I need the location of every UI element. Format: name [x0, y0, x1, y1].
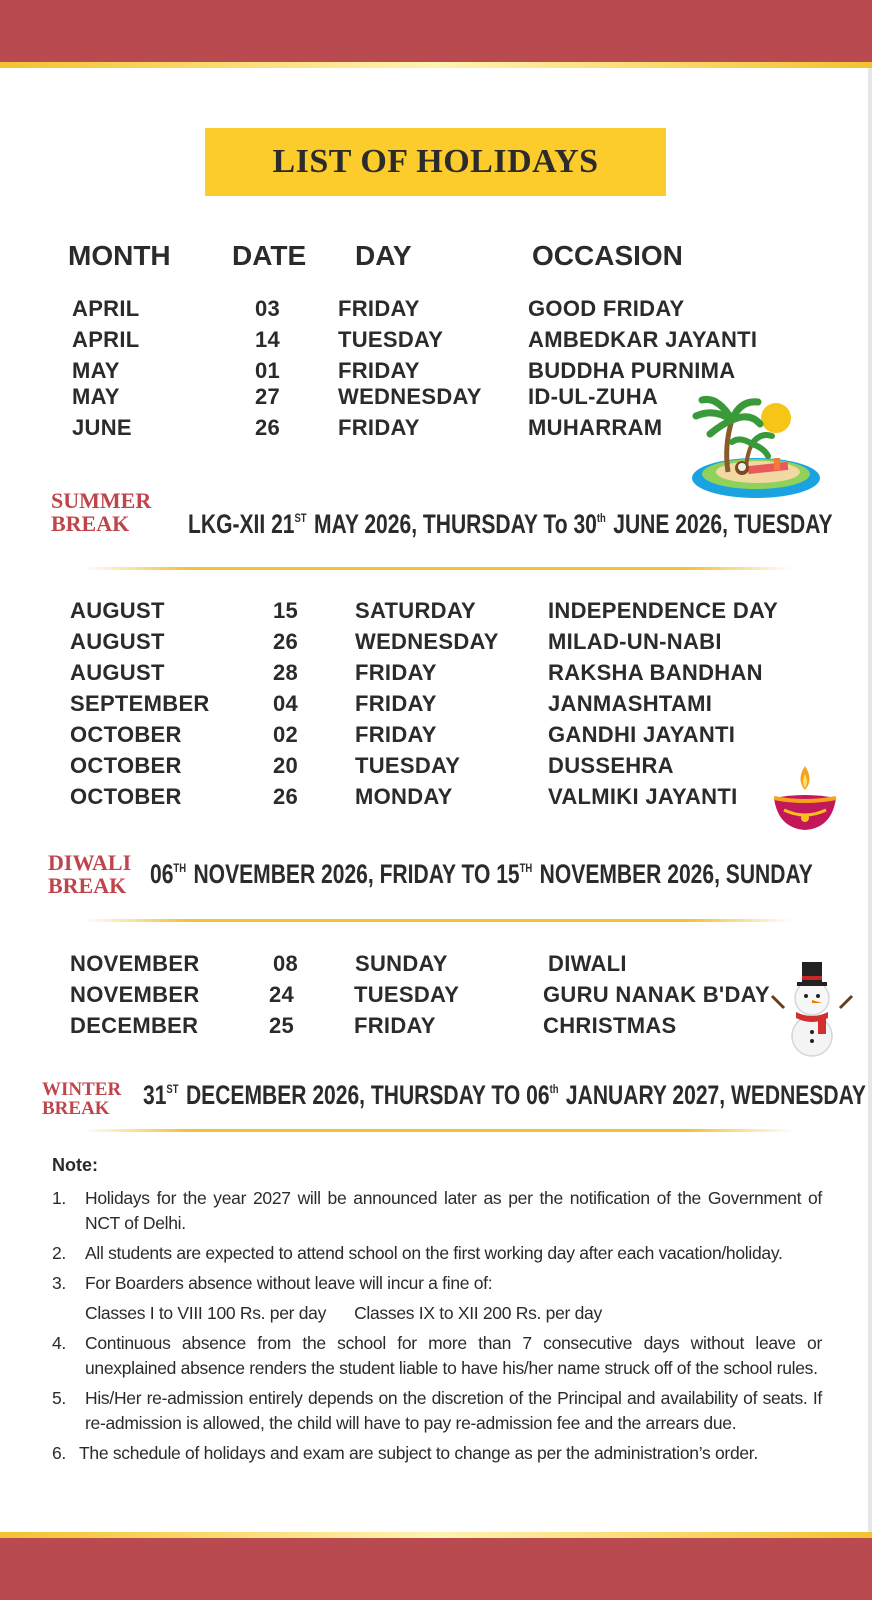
cell-month: AUGUST: [70, 598, 165, 623]
break-label-line2: BREAK: [48, 873, 127, 899]
cell-day: TUESDAY: [338, 327, 444, 352]
note-number: 1.: [52, 1188, 66, 1208]
table-row: [0, 296, 872, 326]
cell-occasion: CHRISTMAS: [543, 1013, 677, 1038]
break-text-part: 06: [150, 859, 174, 889]
cell-month: OCTOBER: [70, 722, 182, 747]
section-divider: [82, 919, 794, 922]
cell-occasion: MILAD-UN-NABI: [548, 629, 722, 654]
boarder-fines: [52, 1301, 822, 1326]
cell-occasion: DUSSEHRA: [548, 753, 674, 778]
note-item: [52, 1331, 822, 1381]
break-text-part: LKG-XII 21: [188, 509, 295, 539]
break-text-part: 31: [143, 1080, 167, 1110]
cell-day: SUNDAY: [355, 951, 448, 976]
top-gold-stripe: [0, 62, 872, 68]
note-item: [52, 1441, 822, 1466]
table-row: [0, 722, 872, 752]
header-date: DATE: [232, 240, 307, 271]
section-divider: [82, 1129, 794, 1132]
table-row: [0, 1013, 872, 1043]
cell-day: TUESDAY: [354, 982, 460, 1007]
cell-day: MONDAY: [355, 784, 453, 809]
cell-day: FRIDAY: [355, 722, 437, 747]
island-illustration: [688, 386, 824, 504]
cell-occasion: RAKSHA BANDHAN: [548, 660, 763, 685]
cell-month: AUGUST: [70, 660, 165, 685]
table-row: [0, 951, 872, 981]
cell-occasion: VALMIKI JAYANTI: [548, 784, 738, 809]
cell-day: TUESDAY: [355, 753, 461, 778]
cell-date: 26: [273, 629, 299, 654]
cell-month: NOVEMBER: [70, 982, 200, 1007]
note-text: The schedule of holidays and exam are subject to change as per the administration’s order.: [79, 1443, 758, 1463]
cell-date: 02: [273, 722, 299, 747]
break-text-part: NOVEMBER 2026, SUNDAY: [533, 859, 813, 889]
bottom-banner: [0, 1538, 872, 1600]
summer-break-label: [51, 489, 151, 535]
break-text-part: JUNE 2026, TUESDAY: [607, 509, 833, 539]
break-label-line1: WINTER: [42, 1079, 122, 1100]
note-text: Holidays for the year 2027 will be announced later as per the notification of the Government of NCT of Delhi.: [85, 1188, 822, 1233]
cell-occasion: BUDDHA PURNIMA: [528, 358, 736, 378]
table-row: [0, 691, 872, 721]
cell-occasion: MUHARRAM: [528, 415, 663, 440]
cell-month: MAY: [72, 358, 120, 378]
cell-occasion: GANDHI JAYANTI: [548, 722, 736, 747]
diwali-break-dates: [150, 859, 813, 890]
table-row: [0, 982, 872, 1012]
table-row: [0, 753, 872, 783]
cell-day: FRIDAY: [355, 691, 437, 716]
cell-date: 08: [273, 951, 299, 976]
diwali-break-label: [48, 851, 131, 897]
note-number: 3.: [52, 1273, 66, 1293]
cell-month: NOVEMBER: [70, 951, 200, 976]
winter-break-dates: [143, 1080, 866, 1111]
title-banner: [205, 128, 666, 196]
note-item: [52, 1386, 822, 1436]
cell-day: FRIDAY: [338, 296, 420, 321]
break-text-part: JANUARY 2027, WEDNESDAY: [560, 1080, 866, 1110]
table-row: [0, 629, 872, 659]
table-row: [0, 598, 872, 628]
note-text: For Boarders absence without leave will incur a fine of:: [85, 1273, 493, 1293]
summer-break-dates: [188, 509, 833, 540]
cell-day: FRIDAY: [338, 358, 420, 378]
cell-day: SATURDAY: [355, 598, 476, 623]
cell-date: 28: [273, 660, 299, 685]
diya-lamp-illustration: [768, 762, 842, 834]
break-label-line1: DIWALI: [48, 850, 132, 875]
top-banner: [0, 0, 872, 62]
cell-month: MAY: [72, 384, 120, 409]
cell-date: 20: [273, 753, 299, 778]
cell-date: 26: [255, 415, 281, 440]
fine-classes-ix-xii: Classes IX to XII 200 Rs. per day: [354, 1303, 602, 1323]
cell-date: 26: [273, 784, 299, 809]
cell-month: APRIL: [72, 327, 140, 352]
header-occasion: OCCASION: [532, 240, 683, 271]
notes-section: [52, 1155, 822, 1471]
cell-month: OCTOBER: [70, 784, 182, 809]
cell-occasion: GURU NANAK B'DAY: [543, 982, 770, 1007]
note-item: [52, 1186, 822, 1236]
note-number: 4.: [52, 1333, 66, 1353]
cell-date: 25: [269, 1013, 295, 1038]
cell-date: 15: [273, 598, 299, 623]
cell-occasion: INDEPENDENCE DAY: [548, 598, 779, 623]
cell-occasion: JANMASHTAMI: [548, 691, 713, 716]
ordinal-suffix: ST: [294, 511, 307, 526]
break-label-line2: BREAK: [42, 1098, 110, 1119]
note-text: All students are expected to attend school on the first working day after each vacation/holiday.: [85, 1243, 783, 1263]
notes-title: Note:: [52, 1155, 98, 1175]
note-item: [52, 1271, 822, 1296]
cell-month: JUNE: [72, 415, 132, 440]
cell-date: 24: [269, 982, 295, 1007]
cell-date: 14: [255, 327, 281, 352]
cell-month: OCTOBER: [70, 753, 182, 778]
cell-month: APRIL: [72, 296, 140, 321]
break-text-part: DECEMBER 2026, THURSDAY TO 06: [180, 1080, 550, 1110]
cell-day: WEDNESDAY: [338, 384, 482, 409]
cell-day: WEDNESDAY: [355, 629, 499, 654]
ordinal-suffix: TH: [519, 861, 533, 876]
table-row: [0, 660, 872, 690]
fine-classes-i-viii: Classes I to VIII 100 Rs. per day: [85, 1303, 327, 1323]
table-row: [0, 327, 872, 357]
ordinal-suffix: th: [596, 511, 606, 526]
cell-day: FRIDAY: [355, 660, 437, 685]
table-row: [0, 784, 872, 814]
table-row: [0, 358, 872, 378]
note-text: Continuous absence from the school for more than 7 consecutive days without leave or unexplained absence renders the student liable to have his/her name struck off of the school rules.: [85, 1333, 822, 1378]
snowman-illustration: [770, 952, 854, 1058]
note-number: 2.: [52, 1243, 66, 1263]
cell-day: FRIDAY: [354, 1013, 436, 1038]
cell-occasion: ID-UL-ZUHA: [528, 384, 659, 409]
page-title: LIST OF HOLIDAYS: [272, 143, 599, 180]
cell-day: FRIDAY: [338, 415, 420, 440]
cell-date: 03: [255, 296, 281, 321]
note-number: 5.: [52, 1388, 66, 1408]
winter-break-label: [42, 1080, 121, 1118]
note-item: [52, 1241, 822, 1266]
cell-date: 27: [255, 384, 281, 409]
break-text-part: MAY 2026, THURSDAY To 30: [308, 509, 597, 539]
ordinal-suffix: ST: [166, 1082, 179, 1097]
cell-month: AUGUST: [70, 629, 165, 654]
break-label-line2: BREAK: [51, 511, 130, 537]
section-divider: [82, 567, 794, 570]
break-label-line1: SUMMER: [51, 488, 152, 513]
cell-occasion: GOOD FRIDAY: [528, 296, 685, 321]
cell-occasion: AMBEDKAR JAYANTI: [528, 327, 758, 352]
cell-occasion: DIWALI: [548, 951, 627, 976]
cell-month: DECEMBER: [70, 1013, 199, 1038]
header-month: MONTH: [68, 240, 171, 271]
break-text-part: NOVEMBER 2026, FRIDAY TO 15: [187, 859, 520, 889]
cell-date: 04: [273, 691, 299, 716]
cell-month: SEPTEMBER: [70, 691, 210, 716]
note-number: 6.: [52, 1443, 66, 1463]
cell-date: 01: [255, 358, 281, 378]
header-day: DAY: [355, 240, 412, 271]
note-text: His/Her re-admission entirely depends on the discretion of the Principal and availability of seats. If re-admission is allowed, the child will have to pay re-admission fee and the arrears due.: [85, 1388, 822, 1433]
ordinal-suffix: TH: [173, 861, 187, 876]
ordinal-suffix: th: [549, 1082, 559, 1097]
